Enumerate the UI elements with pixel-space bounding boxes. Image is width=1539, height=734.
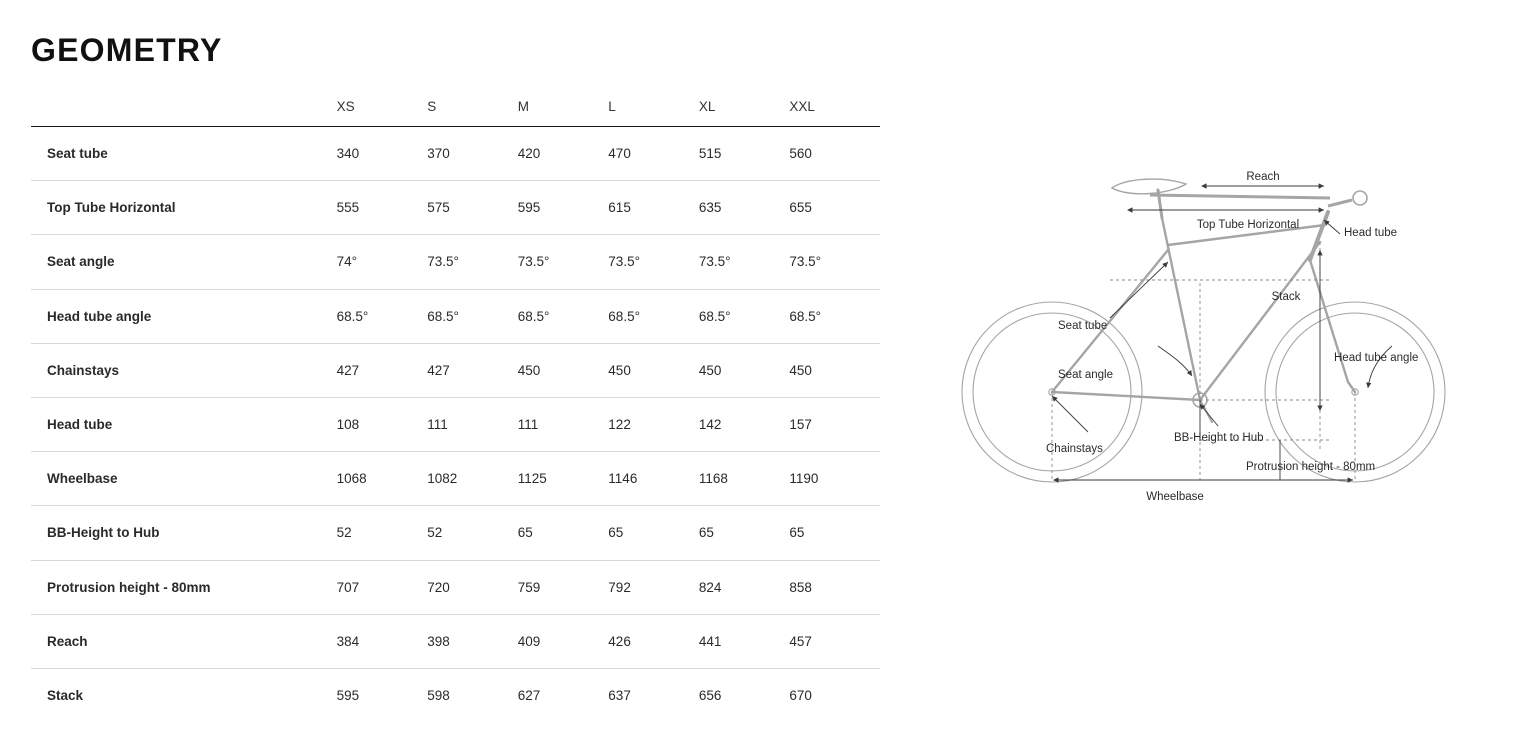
cell-reach-xs: 384 <box>337 614 428 668</box>
cell-bb-height-to-hub-xs: 52 <box>337 506 428 560</box>
row-label-head-tube: Head tube <box>31 397 337 451</box>
label-head-tube: Head tube <box>1344 227 1398 239</box>
cell-head-tube-xxl: 157 <box>789 397 880 451</box>
cell-wheelbase-xxl: 1190 <box>789 452 880 506</box>
bike-geometry-diagram <box>900 150 1520 550</box>
row-label-bb-height-to-hub: BB-Height to Hub <box>31 506 337 560</box>
cell-reach-xxl: 457 <box>789 614 880 668</box>
table-row <box>31 343 880 397</box>
cell-reach-m: 409 <box>518 614 609 668</box>
table-row <box>31 668 880 722</box>
header-size-xl: XL <box>699 86 790 127</box>
label-head-tube-angle: Head tube angle <box>1334 352 1419 364</box>
cell-head-tube-xs: 108 <box>337 397 428 451</box>
cell-top-tube-horizontal-xl: 635 <box>699 181 790 235</box>
cell-head-tube-l: 122 <box>608 397 699 451</box>
geometry-table <box>31 86 880 722</box>
header-corner <box>31 86 337 127</box>
cell-protrusion-height-xl: 824 <box>699 560 790 614</box>
table-header <box>31 86 880 127</box>
cell-seat-angle-l: 73.5° <box>608 235 699 289</box>
cell-wheelbase-l: 1146 <box>608 452 699 506</box>
cell-top-tube-horizontal-l: 615 <box>608 181 699 235</box>
header-size-s: S <box>427 86 518 127</box>
cell-seat-tube-l: 470 <box>608 127 699 181</box>
row-label-wheelbase: Wheelbase <box>31 452 337 506</box>
cell-protrusion-height-s: 720 <box>427 560 518 614</box>
cell-wheelbase-m: 1125 <box>518 452 609 506</box>
cell-stack-s: 598 <box>427 687 450 703</box>
cell-stack-xl: 656 <box>698 687 722 703</box>
cell-wheelbase-xl: 1168 <box>699 452 790 506</box>
cell-head-tube-angle-s: 68.5° <box>427 289 518 343</box>
cell-reach-l: 426 <box>608 614 699 668</box>
cell-chainstays-xxl: 450 <box>789 343 880 397</box>
cell-head-tube-angle-l: 68.5° <box>608 289 699 343</box>
row-label-seat-angle: Seat angle <box>31 235 337 289</box>
label-stack: Stack <box>1271 291 1301 303</box>
cell-head-tube-angle-xs: 68.5° <box>337 289 428 343</box>
cell-seat-angle-xs: 74° <box>337 235 428 289</box>
cell-stack-xs: 595 <box>336 687 360 703</box>
table-header-row <box>31 86 880 127</box>
cell-chainstays-xl: 450 <box>699 343 790 397</box>
table-row <box>31 181 880 235</box>
table-row <box>31 127 880 181</box>
cell-stack-m: 627 <box>517 687 541 703</box>
cell-seat-tube-xs: 340 <box>337 127 428 181</box>
table-body <box>31 127 880 723</box>
label-seat-tube: Seat tube <box>1058 320 1108 332</box>
table-row <box>31 235 880 289</box>
label-bb-height-to-hub: BB-Height to Hub <box>1174 432 1264 444</box>
cell-seat-angle-m: 73.5° <box>518 235 609 289</box>
cell-protrusion-height-l: 792 <box>608 560 699 614</box>
cell-top-tube-horizontal-s: 575 <box>427 181 518 235</box>
cell-head-tube-angle-xl: 68.5° <box>699 289 790 343</box>
cell-chainstays-s: 427 <box>427 343 518 397</box>
cell-seat-angle-xxl: 73.5° <box>789 235 880 289</box>
row-label-protrusion-height: Protrusion height - 80mm <box>31 560 337 614</box>
row-label-seat-tube: Seat tube <box>31 127 337 181</box>
label-seat-angle: Seat angle <box>1058 369 1113 381</box>
header-size-xxl: XXL <box>789 86 880 127</box>
cell-top-tube-horizontal-xxl: 655 <box>789 181 880 235</box>
cell-protrusion-height-xxl: 858 <box>789 560 880 614</box>
label-chainstays: Chainstays <box>1046 443 1103 455</box>
label-protrusion-height: Protrusion height - 80mm <box>1246 461 1376 473</box>
cell-head-tube-angle-m: 68.5° <box>518 289 609 343</box>
cell-head-tube-m: 111 <box>518 397 609 451</box>
cell-wheelbase-s: 1082 <box>427 452 518 506</box>
cell-chainstays-l: 450 <box>608 343 699 397</box>
cell-seat-angle-xl: 73.5° <box>699 235 790 289</box>
cell-wheelbase-xs: 1068 <box>337 452 428 506</box>
cell-bb-height-to-hub-l: 65 <box>608 506 699 560</box>
table-row <box>31 506 880 560</box>
cell-bb-height-to-hub-m: 65 <box>518 506 609 560</box>
row-label-stack: Stack <box>47 687 84 703</box>
row-label-reach: Reach <box>31 614 337 668</box>
header-size-m: M <box>518 86 609 127</box>
row-label-chainstays: Chainstays <box>31 343 337 397</box>
row-label-head-tube-angle: Head tube angle <box>31 289 337 343</box>
cell-stack-l: 637 <box>608 687 631 703</box>
cell-top-tube-horizontal-m: 595 <box>518 181 609 235</box>
cell-head-tube-angle-xxl: 68.5° <box>789 289 880 343</box>
cell-head-tube-xl: 142 <box>699 397 790 451</box>
header-size-xs: XS <box>337 86 428 127</box>
cell-seat-tube-m: 420 <box>518 127 609 181</box>
table-row <box>31 452 880 506</box>
cell-reach-xl: 441 <box>699 614 790 668</box>
cell-chainstays-m: 450 <box>518 343 609 397</box>
cell-seat-angle-s: 73.5° <box>427 235 518 289</box>
cell-seat-tube-xxl: 560 <box>789 127 880 181</box>
cell-seat-tube-s: 370 <box>427 127 518 181</box>
cell-head-tube-s: 111 <box>427 397 518 451</box>
cell-seat-tube-xl: 515 <box>699 127 790 181</box>
label-wheelbase: Wheelbase <box>1146 491 1204 503</box>
label-reach: Reach <box>1246 171 1280 183</box>
cell-protrusion-height-xs: 707 <box>337 560 428 614</box>
cell-bb-height-to-hub-xl: 65 <box>699 506 790 560</box>
diagram-labels <box>1046 171 1418 503</box>
cell-protrusion-height-m: 759 <box>518 560 609 614</box>
page-title: GEOMETRY <box>31 32 223 68</box>
table-row <box>31 560 880 614</box>
header-size-l: L <box>608 86 699 127</box>
cell-reach-s: 398 <box>427 614 518 668</box>
cell-bb-height-to-hub-xxl: 65 <box>789 506 880 560</box>
table-row <box>31 289 880 343</box>
cell-top-tube-horizontal-xs: 555 <box>337 181 428 235</box>
bike-wheels <box>962 302 1445 482</box>
row-label-top-tube-horizontal: Top Tube Horizontal <box>31 181 337 235</box>
cell-bb-height-to-hub-s: 52 <box>427 506 518 560</box>
cell-stack-xxl: 670 <box>789 687 812 703</box>
table-row <box>31 397 880 451</box>
table-row <box>31 614 880 668</box>
cell-chainstays-xs: 427 <box>337 343 428 397</box>
label-top-tube-horizontal: Top Tube Horizontal <box>1196 219 1300 231</box>
